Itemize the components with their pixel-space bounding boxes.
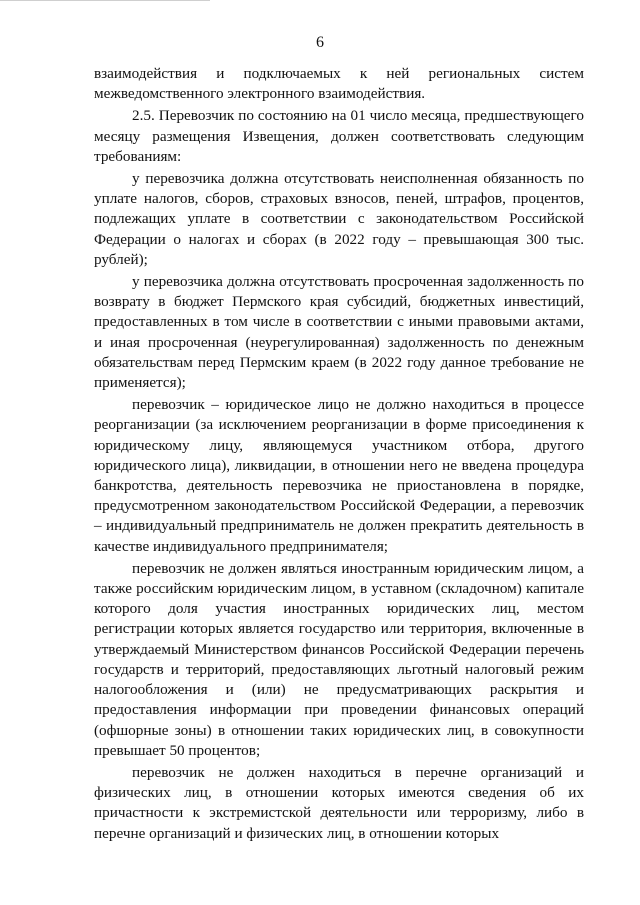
- paragraph-continuation: взаимодействия и подключаемых к ней региональных систем межведомственного электронного взаимодействия.: [94, 65, 584, 103]
- paragraph-clause-2-5: 2.5. Перевозчик по состоянию на 01 число месяца, предшествующего месяцу размещения Извещения, должен соответствовать следующим требованиям:: [94, 107, 584, 165]
- paragraph-reorganization: перевозчик – юридическое лицо не должно находиться в процессе реорганизации (за исключением реорганизации в форме присоединения к юридическому лицу, являющемуся участником отбора, другого юридического лица), ликвидации, в отношении него не введена процедура банкротства, деятельность перевозчика не приостановлена в порядке, предусмотренном законодательством Российской Федерации, а перевозчик – индивидуальный предприниматель не должен прекратить деятельность в качестве индивидуального предпринимателя;: [94, 396, 584, 555]
- top-edge-line: [0, 0, 210, 1]
- body-text: [94, 64, 584, 846]
- paragraph-foreign-entity: перевозчик не должен являться иностранным юридическим лицом, а также российским юридическим лицом, в уставном (складочном) капитале которого доля участия иностранных юридических лиц, местом регистрации которых является государство или территория, включенные в утверждаемый Министерством финансов Российской Федерации перечень государств и территорий, предоставляющих льготный налоговый режим налогообложения и (или) не предусматривающих раскрытия и предоставления информации при проведении финансовых операций (офшорные зоны) в отношении таких юридических лиц, в совокупности превышает 50 процентов;: [94, 559, 584, 759]
- paragraph-budget-debt: у перевозчика должна отсутствовать просроченная задолженность по возврату в бюджет Пермского края субсидий, бюджетных инвестиций, предоставленных в том числе в соответствии с иными правовыми актами, и иная просроченная (неурегулированная) задолженность по денежным обязательствам перед Пермским краем (в 2022 году данное требование не применяется);: [94, 273, 584, 392]
- paragraph-tax-obligation: у перевозчика должна отсутствовать неисполненная обязанность по уплате налогов, сборов, страховых взносов, пеней, штрафов, процентов, подлежащих уплате в соответствии с законодательством Российской Федерации о налогах и сборах (в 2022 году – превышающая 300 тыс. рублей);: [94, 170, 584, 268]
- paragraph-extremism-list: перевозчик не должен находиться в перечне организаций и физических лиц, в отношении которых имеются сведения об их причастности к экстремистской деятельности или терроризму, либо в перечне организаций и физических лиц, в отношении которых: [94, 763, 584, 842]
- page-number: 6: [316, 34, 324, 51]
